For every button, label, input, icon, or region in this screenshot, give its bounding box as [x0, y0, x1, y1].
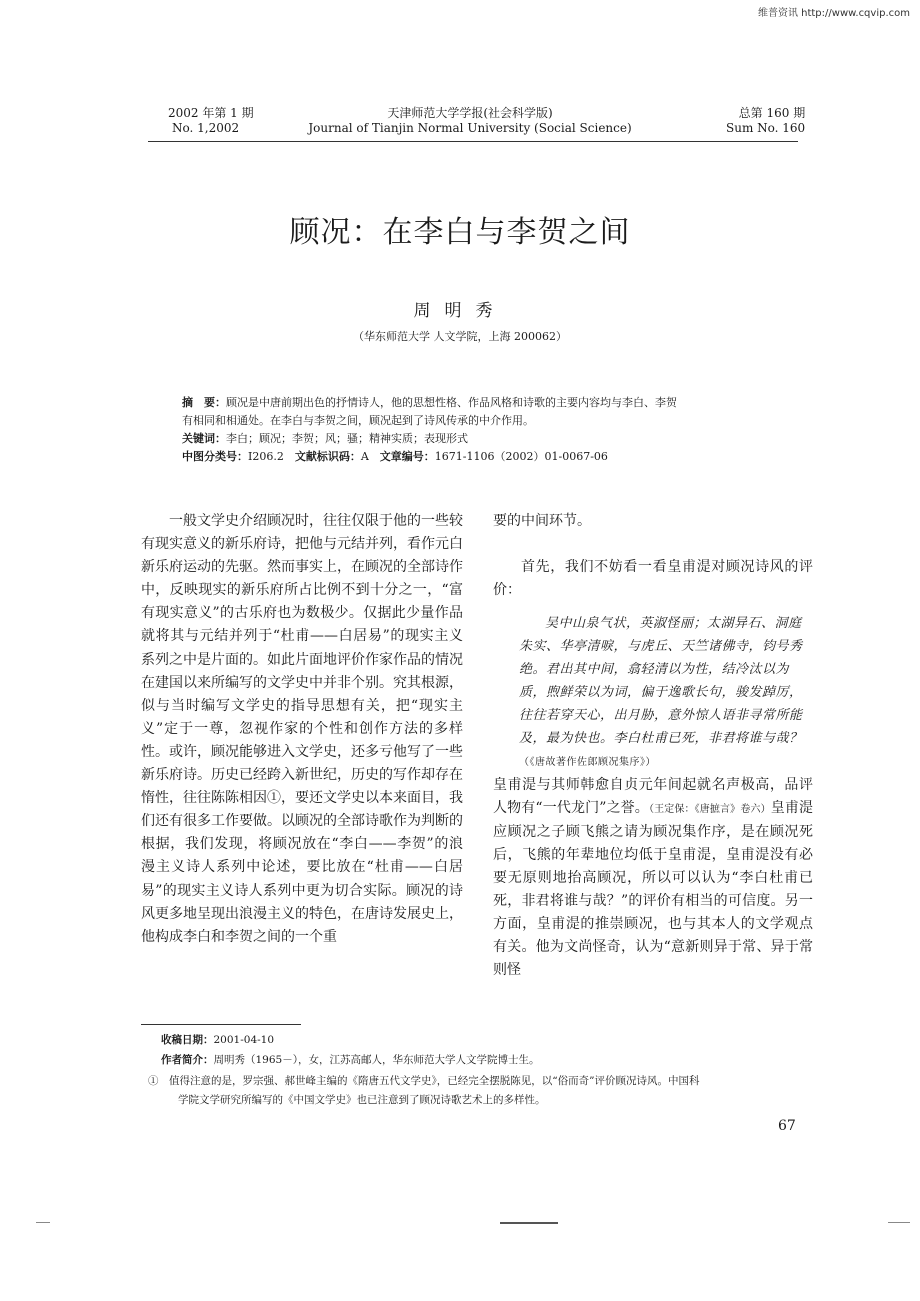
scan-mark-center — [500, 1222, 558, 1224]
bio-text: 周明秀（1965－），女，江苏高邮人，华东师范大学人文学院博士生。 — [213, 1054, 540, 1066]
journal-name-cn: 天津师范大学学报(社会科学版) — [387, 106, 553, 120]
paragraph-3-b: 皇甫湜应顾况之子顾飞熊之请为顾况集作序，是在顾况死后，飞熊的年辈地位均低于皇甫湜，皇甫湜没有必要无原则地抬高顾况，所以可以认为“李白杜甫已死，非君将谁与哉？”的评价有相当的可信度。另一方面，皇甫湜的推崇顾况，也与其本人的文学观点有关。他为文尚怪奇，认为“意新则异于常、异于常则怪 — [493, 800, 814, 978]
quote-source: （《唐故著作佐郎顾况集序》） — [519, 757, 656, 768]
author-bio — [161, 1052, 801, 1068]
block-quote — [519, 612, 813, 774]
received-date — [161, 1032, 801, 1048]
paragraph-3-a: 皇甫湜与其师韩愈自贞元年间起就名声极高，品评人物有“一代龙门”之誉。 — [493, 777, 813, 816]
sum-issue-cn: 总第 160 期 — [738, 106, 806, 120]
clc-value: I206.2 — [248, 450, 284, 463]
issue-en: No. 1,2002 — [172, 121, 240, 135]
clc-label: 中图分类号： — [182, 450, 248, 463]
sum-issue — [726, 106, 805, 136]
body-paragraph-2: 首先，我们不妨看一看皇甫湜对顾况诗风的评价： — [493, 559, 813, 598]
classification-line — [182, 448, 807, 466]
abstract-line-1 — [182, 394, 807, 412]
author-affiliation: （华东师范大学 人文学院，上海 200062） — [353, 330, 567, 343]
abstract-text-1: 顾况是中唐前期出色的抒情诗人，他的思想性格、作品风格和诗歌的主要内容均与李白、李贺 — [226, 396, 677, 409]
scan-mark-left — [36, 1222, 50, 1223]
received-label: 收稿日期： — [161, 1034, 214, 1046]
footnote-1 — [148, 1073, 788, 1089]
body-left-column — [141, 510, 463, 949]
paragraph-3-citation: （王定保：《唐摭言》卷六） — [648, 804, 771, 815]
articleno-value: 1671-1106（2002）01-0067-06 — [434, 450, 608, 463]
body-right-column — [493, 510, 813, 982]
body-paragraph-1: 一般文学史介绍顾况时，往往仅限于他的一些较有现实意义的新乐府诗，把他与元结并列，看作元白新乐府运动的先驱。然而事实上，在顾况的全部诗作中，反映现实的新乐府所占比例不到十分之一，“富有现实意义”的古乐府也为数极少。仅据此少量作品就将其与元结并列于“杜甫——白居易”的现实主义系列之中是片面的。如此片面地评价作家作品的情况在建国以来所编写的文学史中并非个别。究其根源，似与当时编写文学史的指导思想有关，把“现实主义”定于一尊，忽视作家的个性和创作方法的多样性。或许，顾况能够进入文学史，还多亏他写了一些新乐府诗。历史已经跨入新世纪，历史的写作却存在惰性，往往陈陈相因①，要还文学史以本来面目，我们还有很多工作要做。以顾况的全部诗歌作为判断的根据，我们发现，将顾况放在“李白——李贺”的浪漫主义诗人系列中论述，要比放在“杜甫——白居易”的现实主义诗人系列中更为切合实际。顾况的诗风更多地呈现出浪漫主义的特色，在唐诗发展史上，他构成李白和李贺之间的一个重 — [141, 513, 463, 945]
abstract-block — [182, 394, 807, 466]
received-value: 2001-04-10 — [213, 1034, 275, 1046]
articleno-label: 文章编号： — [379, 450, 435, 463]
keywords-text: 李白；顾况；李贺；风；骚；精神实质；表现形式 — [226, 432, 468, 445]
keywords-line — [182, 430, 807, 448]
doccode-label: 文献标识码： — [294, 450, 361, 463]
abstract-line-2: 有相同和相通处。在李白与李贺之间，顾况起到了诗风传承的中介作用。 — [182, 414, 534, 427]
journal-name-en: Journal of Tianjin Normal University (Social Science) — [308, 121, 632, 135]
issue-info — [168, 106, 254, 136]
quote-text: 吴中山泉气状，英淑怪丽；太湖异石、洞庭朱实、华亭清唳，与虎丘、天竺诸佛寺，钧号秀绝。君出其中间，翕轻清以为性，结冷汰以为质，煦鲜荣以为词，偏于逸歌长句，骏发踔厉，往往若穿天心，出月胁，意外惊人语非寻常所能及，最为快也。李白杜甫已死，非君将谁与哉？ — [519, 616, 803, 746]
issue-cn: 2002 年第 1 期 — [168, 106, 254, 120]
footnote-1-line-2: 学院文学研究所编写的《中国文学史》也已注意到了顾况诗歌艺术上的多样性。 — [178, 1094, 546, 1106]
journal-name — [290, 106, 650, 136]
body-paragraph-1-end: 要的中间环节。 — [493, 513, 591, 529]
sum-issue-en: Sum No. 160 — [726, 121, 806, 135]
footnote-1-mark: ① — [148, 1075, 159, 1087]
page-number: 67 — [778, 1118, 796, 1134]
author-name: 周明秀 — [413, 301, 507, 321]
scan-mark-right — [888, 1222, 910, 1223]
footnote-rule — [141, 1024, 301, 1025]
header-rule — [148, 141, 798, 142]
watermark: 维普资讯 http://www.cqvip.com — [757, 8, 910, 19]
footnote-1-line-1: 值得注意的是，罗宗强、郝世峰主编的《隋唐五代文学史》，已经完全摆脱陈见，以“俗而奇”评价顾况诗风。中国科 — [169, 1075, 700, 1087]
keywords-label: 关键词： — [182, 432, 226, 445]
bio-label: 作者简介： — [161, 1054, 214, 1066]
body-paragraph-3 — [493, 774, 813, 982]
doccode-value: A — [360, 450, 369, 463]
abstract-label: 摘 要： — [182, 396, 226, 409]
article-title: 顾况：在李白与李贺之间 — [289, 215, 631, 250]
